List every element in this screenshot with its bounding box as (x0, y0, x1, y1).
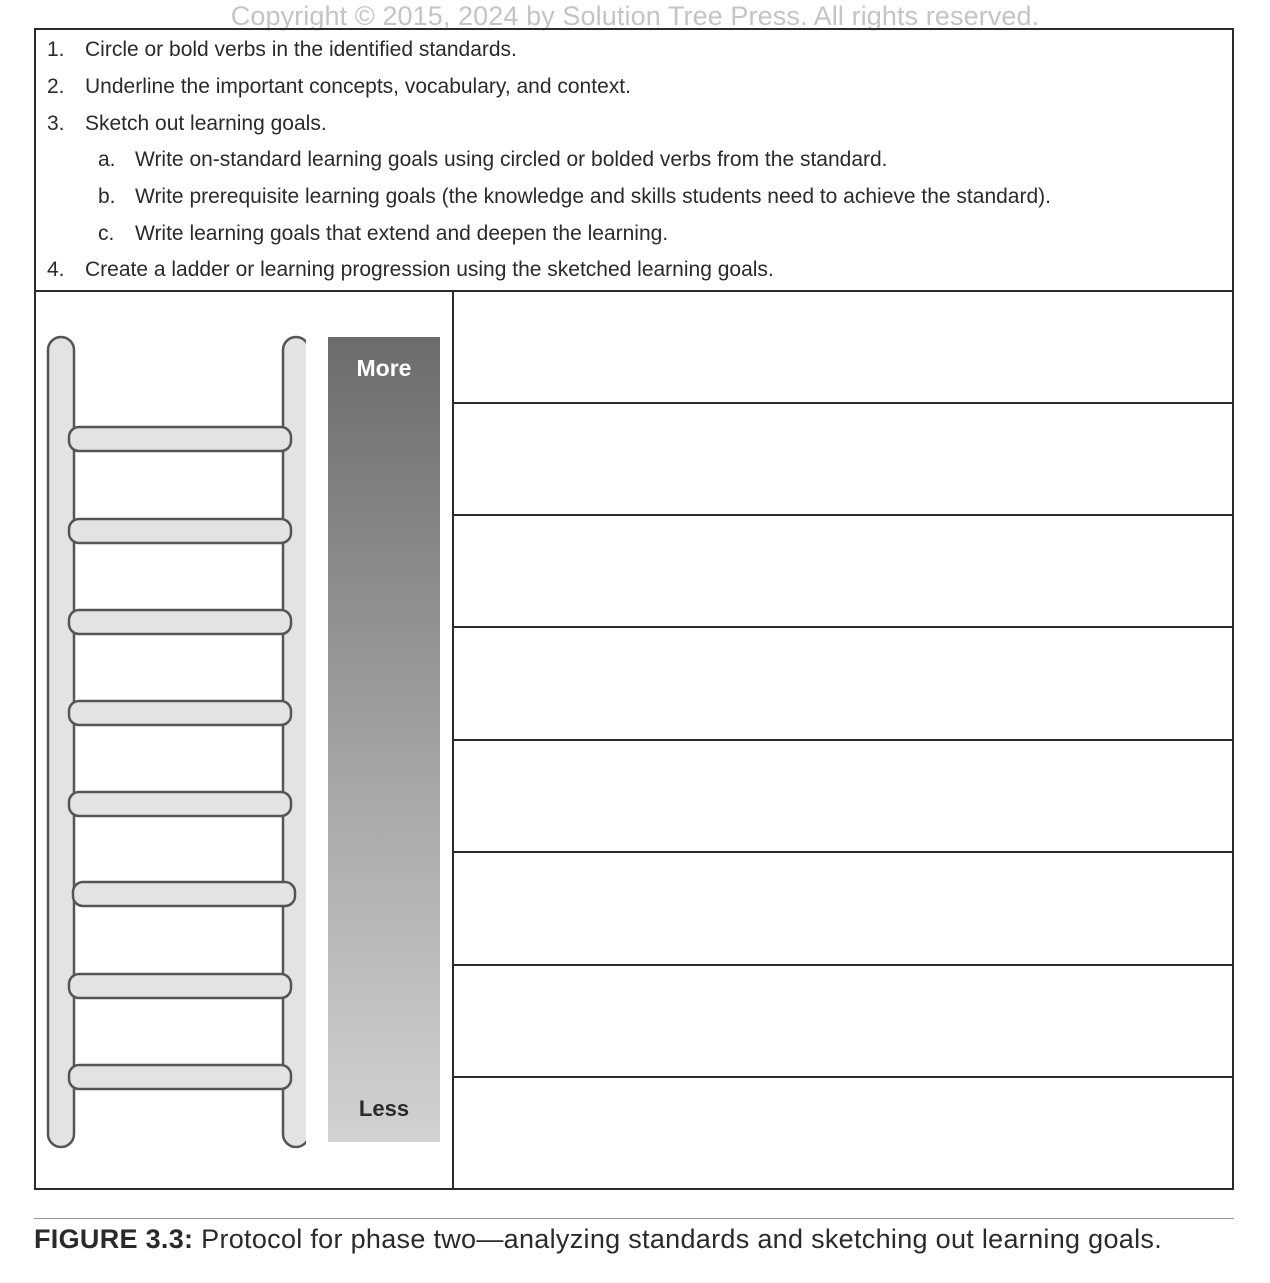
ladder-cell (36, 292, 454, 1190)
learning-goal-rows (454, 292, 1232, 1190)
step-number: 1. (47, 38, 65, 61)
ladder-rung (73, 882, 295, 906)
substep-letter: c. (98, 222, 115, 245)
more-less-scale (328, 337, 440, 1142)
step-text: Sketch out learning goals. (85, 112, 327, 135)
caption-divider (34, 1218, 1234, 1219)
learning-goal-row[interactable] (454, 629, 1232, 741)
ladder-rung (69, 701, 291, 725)
ladder-rail-right (283, 337, 306, 1147)
instructions-section (36, 30, 1232, 292)
learning-goal-row[interactable] (454, 741, 1232, 853)
step-number: 3. (47, 112, 65, 135)
figure-label: FIGURE 3.3: (34, 1224, 194, 1254)
figure-caption-text: Protocol for phase two—analyzing standards and sketching out learning goals. (193, 1224, 1162, 1254)
ladder-rung (69, 610, 291, 634)
substep-text: Write prerequisite learning goals (the knowledge and skills students need to achieve the standard). (135, 185, 1051, 208)
scale-top-label: More (356, 355, 412, 381)
step-number: 2. (47, 75, 65, 98)
protocol-table (34, 28, 1234, 1190)
ladder-rung (69, 792, 291, 816)
copyright-notice: Copyright © 2015, 2024 by Solution Tree Press. All rights reserved. (230, 1, 1040, 31)
ladder-rung (69, 519, 291, 543)
ladder-icon (36, 292, 306, 1190)
step-text: Circle or bold verbs in the identified standards. (85, 38, 517, 61)
learning-goal-row[interactable] (454, 854, 1232, 966)
ladder-rung (69, 1065, 291, 1089)
ladder-rung (69, 427, 291, 451)
learning-goal-row[interactable] (454, 516, 1232, 628)
substep-letter: a. (98, 148, 116, 171)
scale-bottom-label: Less (358, 1096, 410, 1121)
substep-text: Write learning goals that extend and deepen the learning. (135, 222, 669, 245)
learning-goal-row[interactable] (454, 966, 1232, 1078)
step-text: Underline the important concepts, vocabulary, and context. (85, 75, 631, 98)
substep-letter: b. (98, 185, 116, 208)
ladder-rail-left (48, 337, 74, 1147)
learning-goal-row[interactable] (454, 404, 1232, 516)
ladder-rung (69, 974, 291, 998)
learning-goal-row[interactable] (454, 292, 1232, 404)
substep-text: Write on-standard learning goals using circled or bolded verbs from the standard. (135, 148, 888, 171)
figure-caption (34, 1224, 1162, 1255)
learning-goal-row[interactable] (454, 1079, 1232, 1191)
step-text: Create a ladder or learning progression using the sketched learning goals. (85, 258, 774, 281)
step-number: 4. (47, 258, 65, 281)
